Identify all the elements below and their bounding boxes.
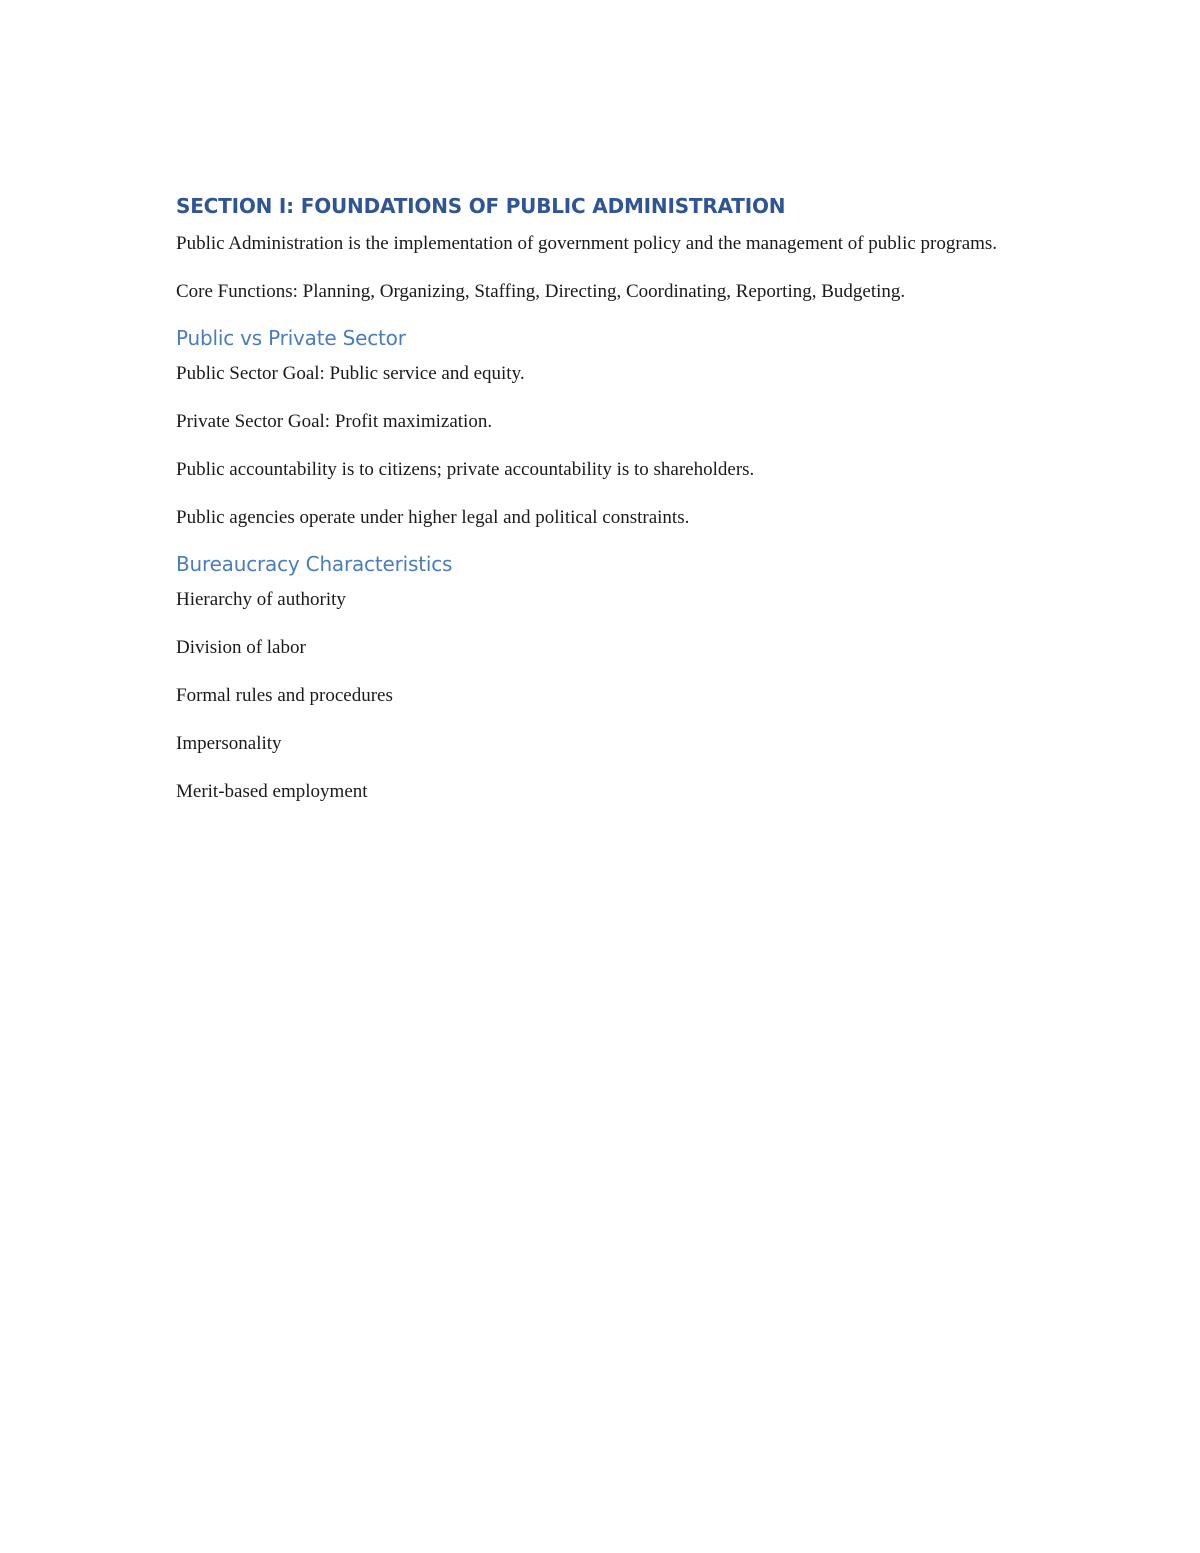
intro-paragraph: Public Administration is the implementation of government policy and the management of public programs. [176, 233, 998, 254]
document-body [176, 193, 1026, 825]
bureaucracy-heading: Bureaucracy Characteristics [176, 552, 453, 576]
bureaucracy-item: Merit-based employment [176, 781, 368, 802]
public-sector-goal: Public Sector Goal: Public service and equity. [176, 363, 525, 384]
bureaucracy-item: Formal rules and procedures [176, 685, 393, 706]
constraints-line: Public agencies operate under higher legal and political constraints. [176, 507, 690, 528]
bureaucracy-item: Impersonality [176, 733, 282, 754]
bureaucracy-item: Hierarchy of authority [176, 589, 346, 610]
public-vs-private-heading: Public vs Private Sector [176, 326, 406, 350]
accountability-line: Public accountability is to citizens; private accountability is to shareholders. [176, 459, 755, 480]
core-functions-paragraph: Core Functions: Planning, Organizing, Staffing, Directing, Coordinating, Reporting, Budgeting. [176, 281, 906, 302]
private-sector-goal: Private Sector Goal: Profit maximization. [176, 411, 493, 432]
section-title: SECTION I: FOUNDATIONS OF PUBLIC ADMINISTRATION [176, 194, 786, 218]
bureaucracy-item: Division of labor [176, 637, 306, 658]
